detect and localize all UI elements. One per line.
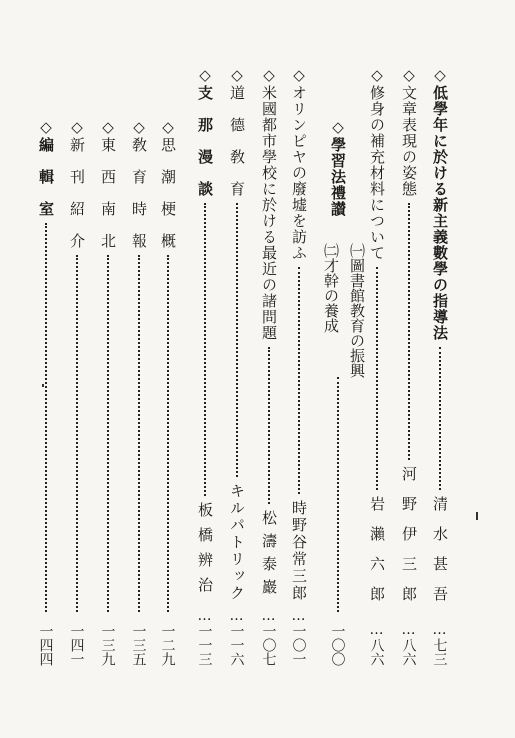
toc-entry	[432, 66, 447, 666]
toc-entry	[369, 66, 384, 666]
ink-speck	[42, 384, 44, 387]
toc-entry	[261, 66, 276, 666]
entry-author: 清水甚吾	[431, 496, 449, 616]
entry-page: 一二九	[159, 624, 176, 666]
leader-dots	[45, 223, 47, 612]
entry-author: 河野伊三郎	[400, 466, 418, 616]
entry-author: 時野谷常三郎	[290, 500, 308, 602]
leader-dots	[439, 347, 441, 490]
entry-page: 一四四	[37, 624, 54, 666]
entry-page: 一四一	[68, 624, 85, 666]
leader-dots	[376, 267, 378, 490]
entry-title: ◇米國都市學校に於ける最近の諸問題	[260, 66, 278, 341]
entry-page: 一三九	[99, 624, 116, 666]
leader-dots	[167, 255, 169, 612]
entry-subtitle: ㈡才幹の養成	[322, 243, 340, 333]
entry-title: ◇敎 育 時 報	[130, 118, 148, 249]
entry-page: …七三	[431, 622, 448, 666]
toc-entry	[229, 66, 244, 666]
leader-dots	[298, 267, 300, 494]
entry-page: …一一三	[196, 608, 213, 666]
entry-title: ◇オリンピヤの廢墟を訪ふ	[290, 66, 308, 261]
entry-author: キルパトリック	[228, 483, 246, 602]
entry-title: ◇東 西 南 北	[99, 118, 117, 249]
toc-entry	[131, 118, 146, 666]
ink-speck	[476, 512, 478, 520]
entry-page: 一〇〇	[329, 624, 346, 666]
entry-title: ◇支 那 漫 談	[196, 66, 214, 197]
entry-title: ◇新 刊 紹 介	[68, 118, 86, 249]
entry-page: …一一六	[228, 608, 245, 666]
entry-title: ◇思 潮 梗 概	[159, 118, 177, 249]
leader-dots	[138, 255, 140, 612]
toc-entry	[38, 118, 53, 666]
entry-author: 岩瀨六郎	[368, 496, 386, 616]
entry-subtitle: ㈠圖書館教育の振興	[348, 243, 366, 378]
entry-title: ◇低學年に於ける新主義數學の指導法	[431, 66, 449, 341]
leader-dots	[268, 347, 270, 504]
toc-entry	[291, 66, 306, 666]
leader-dots	[236, 203, 238, 477]
toc-entry	[197, 66, 212, 666]
toc-entry	[330, 118, 345, 666]
entry-author: 板橋辨治	[196, 502, 214, 602]
toc-entry	[100, 118, 115, 666]
entry-title: ◇學習法禮讃	[329, 118, 347, 217]
entry-page: …八六	[368, 622, 385, 666]
leader-dots	[337, 377, 339, 612]
entry-title: ◇文章表現の姿態	[400, 66, 418, 197]
entry-title: ◇修身の補充材料について	[368, 66, 386, 261]
leader-dots	[204, 203, 206, 496]
entry-page: …八六	[400, 622, 417, 666]
entry-page: 一三五	[130, 624, 147, 666]
leader-dots	[107, 255, 109, 612]
leader-dots	[76, 255, 78, 612]
entry-title: ◇道 德 敎 育	[228, 66, 246, 197]
entry-title: ◇編 輯 室	[37, 118, 55, 217]
toc-entry	[69, 118, 84, 666]
entry-page: …一〇一	[290, 608, 307, 666]
toc-entry	[401, 66, 416, 666]
entry-page: …一〇七	[260, 608, 277, 666]
leader-dots	[408, 203, 410, 460]
entry-author: 松濤泰巖	[260, 510, 278, 602]
toc-entry	[160, 118, 175, 666]
